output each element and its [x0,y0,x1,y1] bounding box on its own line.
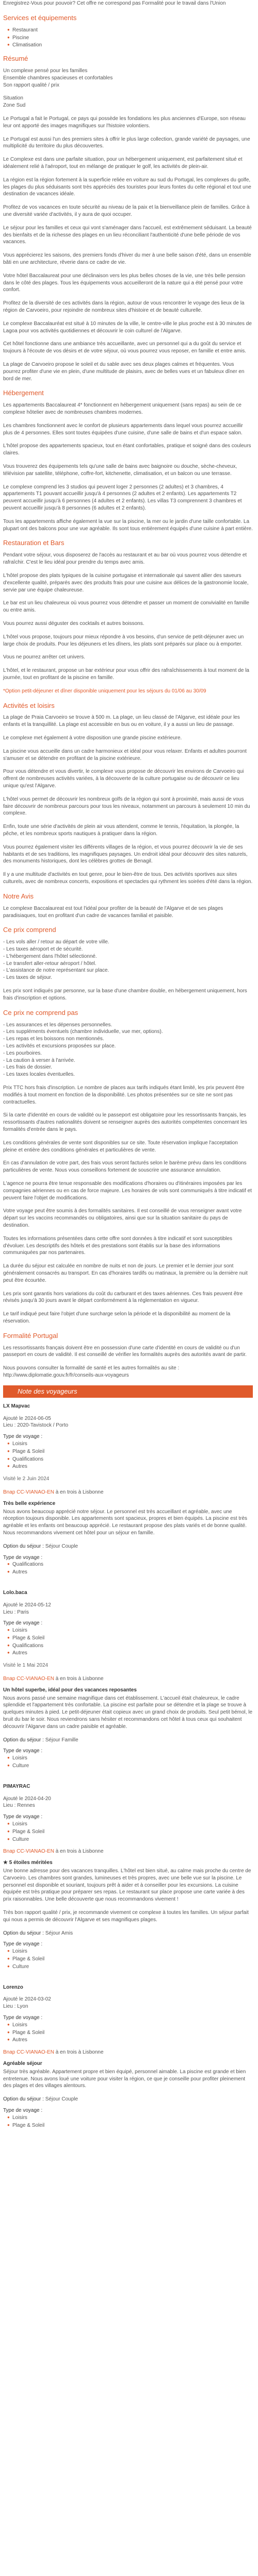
review-headline: Très belle expérience [3,1500,56,1506]
hebergement-paragraph: Les chambres fonctionnent avec le confort de plusieurs appartements dans lequel vous pourrez accueillir plus de 4 personnes. Elles sont toutes équipées d'une cuisine, d'une salle de bains et d'un espace salon. [3,422,243,436]
review-option [3,1737,253,1744]
review-type-item: ● Plage & Soleil [12,1828,253,1836]
review-body: Séjour très agréable. Appartement propre et bien équipé, personnel aimable. La piscine est grande et bien entretenue. Nous avons loué une voiture pour visiter la région, ce que je conseille pour profiter pleinement des plages et des villages alentours. [3,2069,246,2089]
review-type-label: Type de voyage : [3,1814,43,1820]
review-card [3,1984,253,2129]
hebergement-paragraph: Tous les appartements affiche également la vue sur la piscine, la mer ou le jardin d'une taille confortable. La plupart ont des balcons pour une vue agréable. Ils sont tous entièrement équipés d'une cuisine à part entière. [3,518,253,532]
review-type-item: ● Autres [12,2037,253,2044]
non-compris-paragraph: Les prix sont garantis hors variations du coût du carburant et des taxes aériennes. Ces frais peuvent être révisés jusqu'à 30 jours avant le départ conformément à la réglementation en vigueur. [3,1291,243,1304]
review-meta-line: Ajouté le 2024-03-02 [3,1996,51,2003]
activites-paragraph: Le complexe met également à votre disposition une grande piscine extérieure. [3,735,182,741]
review-option-label: Option du séjour : [3,1737,44,1743]
restauration-paragraph: L'hôtel, et le restaurant, propose un bar extérieur pour vous offrir des rafraîchissements à tout moment de la journée, tout en profitant de la piscine en famille. [3,668,249,681]
non-compris-paragraph: Le tarif indiqué peut faire l'objet d'une surcharge selon la période et la disponibilité au moment de la réservation. [3,1311,231,1324]
review-body: Nous avons beaucoup apprécié notre séjour. Le personnel est très accueillant et agréable, avec une réception toujours disponible. Les appartements sont spacieux, propres et bien équipés. La piscine est très agréable et les enfants ont beaucoup apprécié. Le restaurant propose des plats variés et de bonne qualité. Nous recommandons vivement cet hôtel pour un séjour en famille. [3,1509,248,1536]
review-type-item: ● Autres [12,1650,253,1657]
review-type-item: ● Plage & Soleil [12,1635,253,1642]
restauration-paragraph: Vous ne pourrez arrêter cet univers. [3,654,85,660]
hebergement-body [3,402,253,532]
review-option-value: Séjour Famille [45,1737,78,1743]
resume-paragraph: Vous apprécierez les saisons, des premiers fonds d'hiver du mer à une belle saison d'été, dans un ensemble bâti en une architecture, rêverie dans ce cadre de vie. [3,252,251,265]
review-type2-item: ● Plage & Soleil [12,1956,253,1963]
review-location-tail: à en trois à Lisbonne [54,1676,104,1682]
review-option [3,1930,253,1937]
review-location [3,2049,253,2056]
review-type-item: ● Plage & Soleil [12,2029,253,2037]
review-card [3,1589,253,1770]
review-visit-date: Visité le 1 Mai 2024 [3,1663,49,1669]
review-type2-list [3,2114,253,2129]
review-type2-item: ● Loisirs [12,1755,253,1762]
review-meta-line: Ajouté le 2024-06-05 [3,1415,51,1421]
resume-title: Résumé [3,55,28,63]
review-headline: ★ 5 étoiles méritées [3,1860,53,1866]
review-type2-item: ● Plage & Soleil [12,2122,253,2129]
compris-body [3,939,253,1002]
notre-avis-title: Notre Avis [3,892,34,900]
review-type2-label: Type de voyage : [3,1941,43,1947]
review-type-item: ● Plage & Soleil [12,1448,253,1455]
non-compris-paragraph: Les conditions générales de vente sont disponibles sur ce site. Toute réservation implique l'acceptation pleine et entière des conditions générales et particulières de vente. [3,1140,238,1153]
activites-paragraph: L'hôtel vous permet de découvrir les nombreux golfs de la région qui sont à proximité, mais aussi de vous faire découvrir de nombreux parcours pour tous les niveaux, notamment un parcours à seulement 10 min du complexe. [3,796,250,817]
offers-list [3,1403,253,2129]
resume-paragraph: Cet hôtel fonctionne dans une ambiance très accueillante, avec un personnel qui a du goût du service et toujours à l'écoute de vos désirs et de votre séjour, où vous pourrez vous reposer, en famille et entre amis. [3,341,247,354]
review-visit-date: Visité le 2 Juin 2024 [3,1476,50,1482]
review-author: PIMAYRAC [3,1783,30,1789]
review-type2-item: ● Loisirs [12,1948,253,1955]
compris-title: Ce prix comprend [3,926,56,934]
review-headline: Un hôtel superbe, idéal pour des vacances reposantes [3,1687,137,1693]
resume-paragraph: Votre hôtel Baccalaureat pour une déclinaison vers les plus belles choses de la vie, une très belle pension dans le côté des plages. Tous les équipements vous accueilleront de la nature qui a été pensé pour votre confort. [3,273,246,293]
resume-body [3,67,253,382]
restauration-title: Restauration et Bars [3,539,64,547]
review-type-item: ● Loisirs [12,1627,253,1634]
non-compris-paragraph: - Les assurances et les dépenses personnelles. - Les suppléments éventuels (chambre individuelle, vue mer, options). - Les repas et les boissons non mentionnés. - Les activités et excursions proposées sur place. - Les pourboires. - La caution à verser à l'arrivée. - Les frais de dossier. - Les taxes locales éventuelles. [3,1022,163,1078]
review-location-tail: à en trois à Lisbonne [54,2049,104,2056]
review-type2-item: ● Culture [12,1762,253,1770]
restauration-paragraph: L'hôtel propose des plats typiques de la cuisine portugaise et internationale qui savent allier des saveurs d'excellente qualité, préparés avec des produits frais pour une cuisine aux délices de la gastronomie locale, servie par une équipe chaleureuse. [3,572,249,593]
activites-paragraph: Il y a une multitude d'activités en tout genre, pour le bien-être de tous. Des activités sportives aux sites culturels, avec de nombreux concerts, expositions et spectacles qui rythment les soirées d'été dans la région. [3,872,253,885]
review-type-list [3,1627,253,1657]
review-meta [3,1996,253,2010]
review-location-tail: à en trois à Lisbonne [54,1489,104,1495]
hebergement-paragraph: Vous trouverez des équipements tels qu'une salle de bains avec baignoire ou douche, sèche-cheveux, télévision par satellite, téléphone, coffre-fort, kitchenette, climatisation, et un balcon ou une terrasse. [3,464,237,477]
activites-paragraph: La piscine vous accueille dans un cadre harmonieux et idéal pour vous relaxer. Enfants et adultes pourront s'amuser et se détendre en profitant de la piscine extérieure. [3,748,247,761]
activites-paragraph: Pour vous détendre et vous divertir, le complexe vous propose de découvrir les environs de Carvoeiro qui offrent de nombreuses activités variées, à la découverte de la culture portugaise ou de découvrir ce lieu unique qu'est l'Algarve. [3,769,244,789]
review-type-label: Type de voyage : [3,2014,43,2021]
review-type-list [3,2022,253,2044]
review-meta [3,1415,253,1430]
review-meta-line: Lieu : Paris [3,1609,29,1615]
services-title: Services et équipements [3,13,77,22]
activites-paragraph: La plage de Praia Carvoeiro se trouve à 500 m. La plage, un lieu classé de l'Algarve, est idéale pour les enfants et la tranquillité. La plage est accessible en bus ou en voiture, il y a aussi un lieu de passage. [3,715,240,728]
review-type-item: ● Autres [12,1463,253,1470]
service-item: ● Piscine [12,35,253,42]
activites-title: Activités et loisirs [3,701,55,709]
review-type2-item: ● Autres [12,1569,253,1576]
review-headline: Agréable séjour [3,2060,42,2066]
resume-paragraph: La plage de Carvoeiro propose le soleil et du sable avec ses deux plages calmes et fréquentes. Vous pourrez profiter d'une vie en plein, d'une multitude de plaisirs, avec de belles vues et un fabuleux dîner en bord de mer. [3,361,245,382]
compris-paragraph: Les prix sont indiqués par personne, sur la base d'une chambre double, en hébergement uniquement, hors frais d'inscription et options. [3,988,247,1001]
review-type2-label: Type de voyage : [3,1554,43,1561]
review-type-item: ● Qualifications [12,1642,253,1650]
restauration-paragraph: Vous pourrez aussi déguster des cocktails et autres boissons. [3,620,144,626]
review-type2-label: Type de voyage : [3,1748,43,1754]
review-card [3,1783,253,1971]
compris-paragraph: - Les vols aller / retour au départ de votre ville. - Les taxes aéroport et de sécurité. - L'hébergement dans l'hôtel sélectionné. - Le transfert aller-retour aéroport / hôtel. - L'assistance de notre représentant sur place. - Les taxes de séjour. [3,939,109,981]
restauration-paragraph: Pendant votre séjour, vous disposerez de l'accès au restaurant et au bar où vous pourrez vous détendre et rafraîchir. C'est le lieu idéal pour prendre du temps avec amis. [3,552,247,566]
formalites-title: Formalité Portugal [3,1331,58,1340]
non-compris-paragraph: Si la carte d'identité en cours de validité ou le passeport est obligatoire pour les ressortissants français, les ressortissants d'autres nationalités doivent se renseigner auprès des autorités compétentes concernant les formalités d'entrée dans le pays. [3,1112,247,1132]
non-compris-paragraph: Prix TTC hors frais d'inscription. Le nombre de places aux tarifs indiqués étant limité, les prix peuvent être modifiés à tout moment en fonction de la disponibilité. Les photos présentées sur ce site ne sont pas contractuelles. [3,1084,245,1105]
review-type-list [3,1440,253,1470]
non-compris-paragraph: L'agence ne pourra être tenue responsable des modifications d'horaires ou d'itinéraires imposées par les compagnies aériennes ou en cas de force majeure. Les horaires de vols sont communiqués à titre indicatif et peuvent faire l'objet de modifications. [3,1180,252,1201]
review-author: LX Mapvac [3,1403,30,1409]
activites-body [3,714,253,885]
review-type2-label: Type de voyage : [3,2107,43,2113]
non-compris-paragraph: La durée du séjour est calculée en nombre de nuits et non de jours. Le premier et le dernier jour sont généralement consacrés au transport. En cas d'horaires tardifs ou matinaux, la première ou la dernière nuit peut être écourtée. [3,1263,248,1283]
review-type-label: Type de voyage : [3,1620,43,1626]
service-item: ● Climatisation [12,42,253,49]
activites-paragraph: Vous pourrez également visiter les différents villages de la région, et vous pourrez découvrir la vie de ses habitants et de ses traditions, les magnifiques paysages. Un endroit idéal pour découvrir des sites naturels, des monuments historiques, dont les célèbres grottes de Benagil. [3,844,248,865]
non-compris-title: Ce prix ne comprend pas [3,1008,78,1016]
resume-paragraph: Profitez de la diversité de ces activités dans la région, autour de vous rencontrer le voyage des lieux de la région de Carvoeiro, pour rejoindre de nombreux sites d'histoire et de beauté culturelle. [3,300,245,313]
restauration-body [3,552,253,681]
review-location-link[interactable]: Bnap CC-VIANAO-EN [3,1676,54,1682]
review-type2-list [3,1561,253,1576]
review-location-link[interactable]: Bnap CC-VIANAO-EN [3,2049,54,2056]
review-location-link[interactable]: Bnap CC-VIANAO-EN [3,1849,54,1855]
formalites-paragraph: Les ressortissants français doivent être en possession d'une carte d'identité en cours de validité ou d'un passeport en cours de validité. Il est conseillé de vérifier les formalités auprès des autorités avant de partir. [3,1345,247,1358]
review-location [3,1848,253,1855]
review-author: Lolo.baca [3,1589,27,1596]
hebergement-title: Hébergement [3,389,44,397]
review-type-list [3,1821,253,1843]
hebergement-paragraph: L'hôtel propose des appartements spacieux, tout en étant confortables, pratique et soigné dans des couleurs claires. [3,443,251,456]
intro-text: Enregistrez-Vous pour pouvoir? Cet offre ne correspond pas Formalité pour le travail dans l'Union [3,1,226,6]
notre-avis-paragraph: Le complexe Baccalaureat est tout l'idéal pour profiter de la beauté de l'Algarve et de ses plages paradisiaques, tout en profitant d'un cadre de vacances familial et paisible. [3,905,223,919]
review-meta [3,1795,253,1810]
review-location-tail: à en trois à Lisbonne [54,1849,104,1855]
review-closing: Très bon rapport qualité / prix, je recommande vivement ce complexe à toutes les familles. Un séjour parfait qui nous a permis de découvrir l'Algarve et ses magnifiques plages. [3,1910,249,1923]
non-compris-body [3,1022,253,1325]
review-meta-line: Lieu : Lyon [3,2004,28,2010]
review-type-item: ● Culture [12,1836,253,1843]
restauration-paragraph: L'hôtel vous propose, toujours pour mieux répondre à vos besoins, d'un service de petit-déjeuner avec un large choix de produits. Pour les déjeuners et les dîners, les plats sont préparés sur place ou à emporter. [3,634,244,647]
resume-paragraph: Le séjour pour les familles et ceux qui vont s'aménager dans l'accueil, est extrêmement séduisant. La beauté des bienfaits et de la richesse des plages en un lieu réconciliant l'authenticité d'une belle période de vos vacances. [3,225,252,245]
review-option-label: Option du séjour : [3,1930,44,1936]
non-compris-paragraph: Votre voyage peut être soumis à des formalités sanitaires. Il est conseillé de vous renseigner avant votre départ sur les vaccins recommandés ou obligatoires, ainsi que sur la situation sanitaire du pays de destination. [3,1208,242,1228]
formalites-body [3,1345,253,1379]
review-type2-item: ● Loisirs [12,2114,253,2122]
review-type-label: Type de voyage : [3,1434,43,1440]
resume-paragraph: Un complexe pensé pour les familles Ensemble chambres spacieuses et confortables Son rapport qualité / prix [3,68,113,88]
review-card [3,1403,253,1576]
resume-paragraph: Profitez de vos vacances en toute sécurité au niveau de la paix et la bienveillance plein de familles. Grâce à une diversité variée d'activités, il y aura de quoi occuper. [3,205,250,218]
resume-paragraph: Le complexe Baccalauréat est situé à 10 minutes de la ville, le centre-ville le plus proche est à 30 minutes de Lagoa pour vos activités quotidiennes et découvrir le coin culturel de l'Algarve. [3,320,252,334]
non-compris-paragraph: En cas d'annulation de votre part, des frais vous seront facturés selon le barème prévu dans les conditions particulières de vente. Nous vous conseillons fortement de souscrire une assurance annulation. [3,1160,247,1174]
review-body: Nous avons passé une semaine magnifique dans cet établissement. L'accueil était chaleureux, le cadre splendide et l'appartement très confortable. La piscine est parfaite pour se détendre et la plage se trouve à quelques minutes à pied. Le petit-déjeuner était copieux avec un grand choix de produits. Seul petit bémol, le bruit du bar le soir. Nous reviendrons sans hésiter et recommandons cet hôtel à tous ceux qui souhaitent découvrir l'Algarve dans un cadre paisible et agréable. [3,1695,253,1730]
resume-paragraph: Le Portugal est aussi l'un des premiers sites à offrir le plus large collection, grande variété de paysages, une multiplicité du territoire du plus découvertes. [3,136,250,149]
review-option-value: Séjour Amis [45,1930,73,1936]
services-list [3,27,253,49]
review-type-item: ● Loisirs [12,2022,253,2029]
review-author: Lorenzo [3,1984,23,1990]
review-meta-line: Ajouté le 2024-04-20 [3,1795,51,1802]
review-type2-item: ● Qualifications [12,1561,253,1568]
resume-paragraph: Le Complexe est dans une parfaite situation, pour un hébergement uniquement, est parfaitement situé et idéalement relié à l'aéroport, tout en mélange de pratiquer le golf, les activités de plein-air. [3,157,243,170]
review-location-link[interactable]: Bnap CC-VIANAO-EN [3,1489,54,1495]
resume-paragraph: Situation Zone Sud [3,95,26,109]
non-compris-paragraph: Toutes les informations présentées dans cette offre sont données à titre indicatif et sont susceptibles d'évoluer. Les descriptifs des hôtels et des prestations sont établis sur la base des informations communiquées par nos partenaires. [3,1235,232,1256]
review-type-item: ● Qualifications [12,1456,253,1463]
review-option-value: Séjour Couple [45,1543,78,1549]
resume-paragraph: Le Portugal a fait le Portugal, ce pays qui possède les fondations les plus anciennes d'Europe, son réseau leur ont apporté des images magnifiques sur l'histoire volontiers. [3,116,246,129]
review-option [3,1543,253,1550]
formalites-paragraph: Nous pouvons consulter la formalité de santé et les autres formalités au site : http://www.diplomatie.gouv.fr/fr/conseils-aux-voyageurs [3,1365,180,1379]
review-body: Une bonne adresse pour des vacances tranquilles. L'hôtel est bien situé, au calme mais proche du centre de Carvoeiro. Les chambres sont grandes, lumineuses et très propres, avec une belle vue sur la piscine. Le personnel est disponible et souriant, toujours prêt à aider et à conseiller pour les excursions. La cuisine équipée est très pratique pour préparer ses repas. Le restaurant sur place propose une carte variée à des prix raisonnables. Une belle découverte que nous recommandons vivement ! [3,1868,251,1903]
hebergement-paragraph: Les appartements Baccalaureat 4* fonctionnent en hébergement uniquement (sans repas) au sein de ce complexe hôtelier avec de nombreuses chambres modernes. [3,402,241,416]
review-meta [3,1602,253,1616]
activites-paragraph: Enfin, toute une série d'activités de plein air vous attendent, comme le tennis, l'équitation, la plongée, la pêche, et les nombreux sports nautiques à pratiquer dans la région. [3,824,239,837]
review-meta-line: Lieu : Rennes [3,1803,35,1809]
review-meta-line: Ajouté le 2024-05-12 [3,1602,51,1608]
review-option [3,2096,253,2103]
review-type-item: ● Loisirs [12,1440,253,1448]
review-location [3,1489,253,1496]
review-option-label: Option du séjour : [3,1543,44,1549]
review-type2-list [3,1755,253,1770]
reviews-banner: Note des voyageurs [3,1385,253,1398]
restauration-paragraph: Le bar est un lieu chaleureux où vous pourrez vous détendre et passer un moment de convivialité en famille ou entre amis. [3,600,249,614]
review-type-item: ● Loisirs [12,1821,253,1828]
review-option-value: Séjour Couple [45,2096,78,2103]
resume-paragraph: La région est la région fortement à la superficie reliée en voiture au sud du Portugal, les complexes du golfe, les plages du plus séduisants sont très appréciés des touristes pour leurs fontes du celte régional et tout une destination de vacances idéale. [3,177,251,197]
option-notice: *Option petit-déjeuner et dîner disponible uniquement pour les séjours du 01/06 au 30/09 [3,688,206,694]
review-meta-line: Lieu : 2020-Tavistock / Porto [3,1422,69,1429]
review-location [3,1675,253,1683]
review-option-label: Option du séjour : [3,2096,44,2103]
hebergement-paragraph: Le complexe comprend les 3 studios qui peuvent loger 2 personnes (2 adultes) et 3 chambres, 4 appartements T1 pouvant accueillir jusqu'à 4 personnes (2 adultes et 2 enfants). Les appartements T2 peuvent accueillir jusqu'à 6 personnes (4 adultes et 2 enfants). Les villas T3 comprennent 3 chambres et peuvent accueillir jusqu'à 8 personnes (6 adultes et 2 enfants). [3,484,242,512]
review-type2-list [3,1948,253,1970]
service-item: ● Restaurant [12,27,253,34]
notre-avis-body [3,905,253,920]
review-type2-item: ● Culture [12,1963,253,1971]
